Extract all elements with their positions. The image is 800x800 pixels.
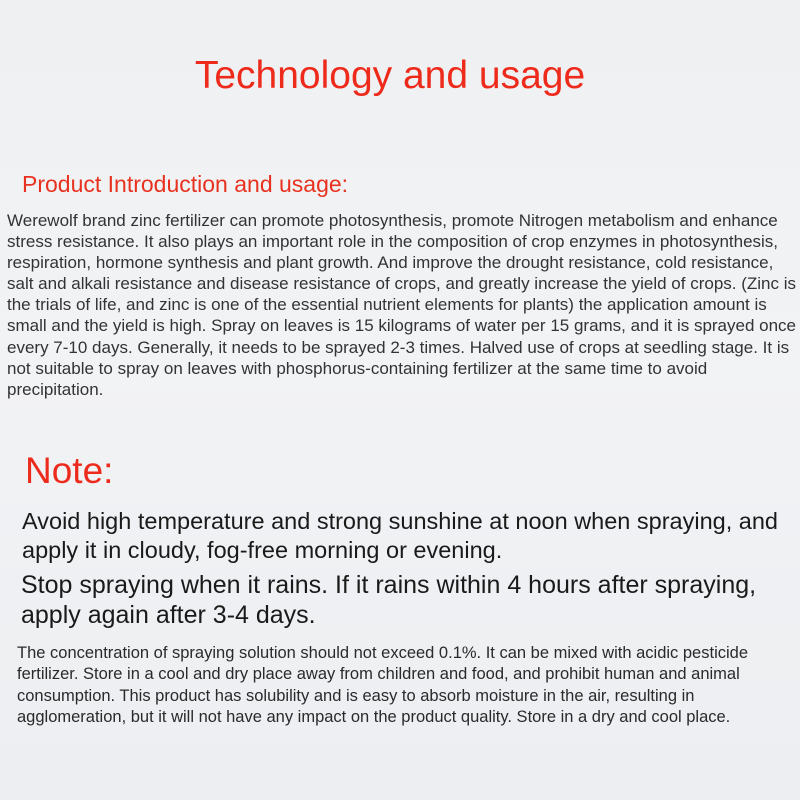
note-point-spraying-time: Avoid high temperature and strong sunshine at noon when spraying, and apply it in cloudy, fog-free morning or evening. — [22, 508, 778, 563]
note-heading: Note: — [25, 450, 114, 491]
usage-storage-text: The concentration of spraying solution should not exceed 0.1%. It can be mixed with acidic pesticide fertilizer. Store in a cool and dry place away from children and food, and prohibit human and animal consumption. This product has solubility and is easy to absorb moisture in the air, resulting in agglomeration, but it will not have any impact on the product quality. Store in a dry and cool place. — [17, 644, 749, 726]
product-introduction-heading: Product Introduction and usage: — [22, 171, 349, 197]
page-title: Technology and usage — [194, 54, 586, 97]
note-point-rain: Stop spraying when it rains. If it rains within 4 hours after spraying, apply again after 3-4 days. — [21, 571, 757, 629]
product-introduction-text: Werewolf brand zinc fertilizer can promote photosynthesis, promote Nitrogen metabolism and enhance stress resistance. It also plays an important role in the composition of crop enzymes in photosynthesis, respiration, hormone synthesis and plant growth. And improve the drought resistance, cold resistance, salt and alkali resistance and disease resistance of crops, and greatly increase the yield of crops. (Zinc is the trials of life, and zinc is one of the essential nutrient elements for plants) the application amount is small and the yield is high. Spray on leaves is 15 kilograms of water per 15 grams, and it is sprayed once every 7-10 days. Generally, it needs to be sprayed 2-3 times. Halved use of crops at seedling stage. It is not suitable to spray on leaves with phosphorus-containing fertilizer at the same time to avoid precipitation. — [7, 211, 797, 399]
